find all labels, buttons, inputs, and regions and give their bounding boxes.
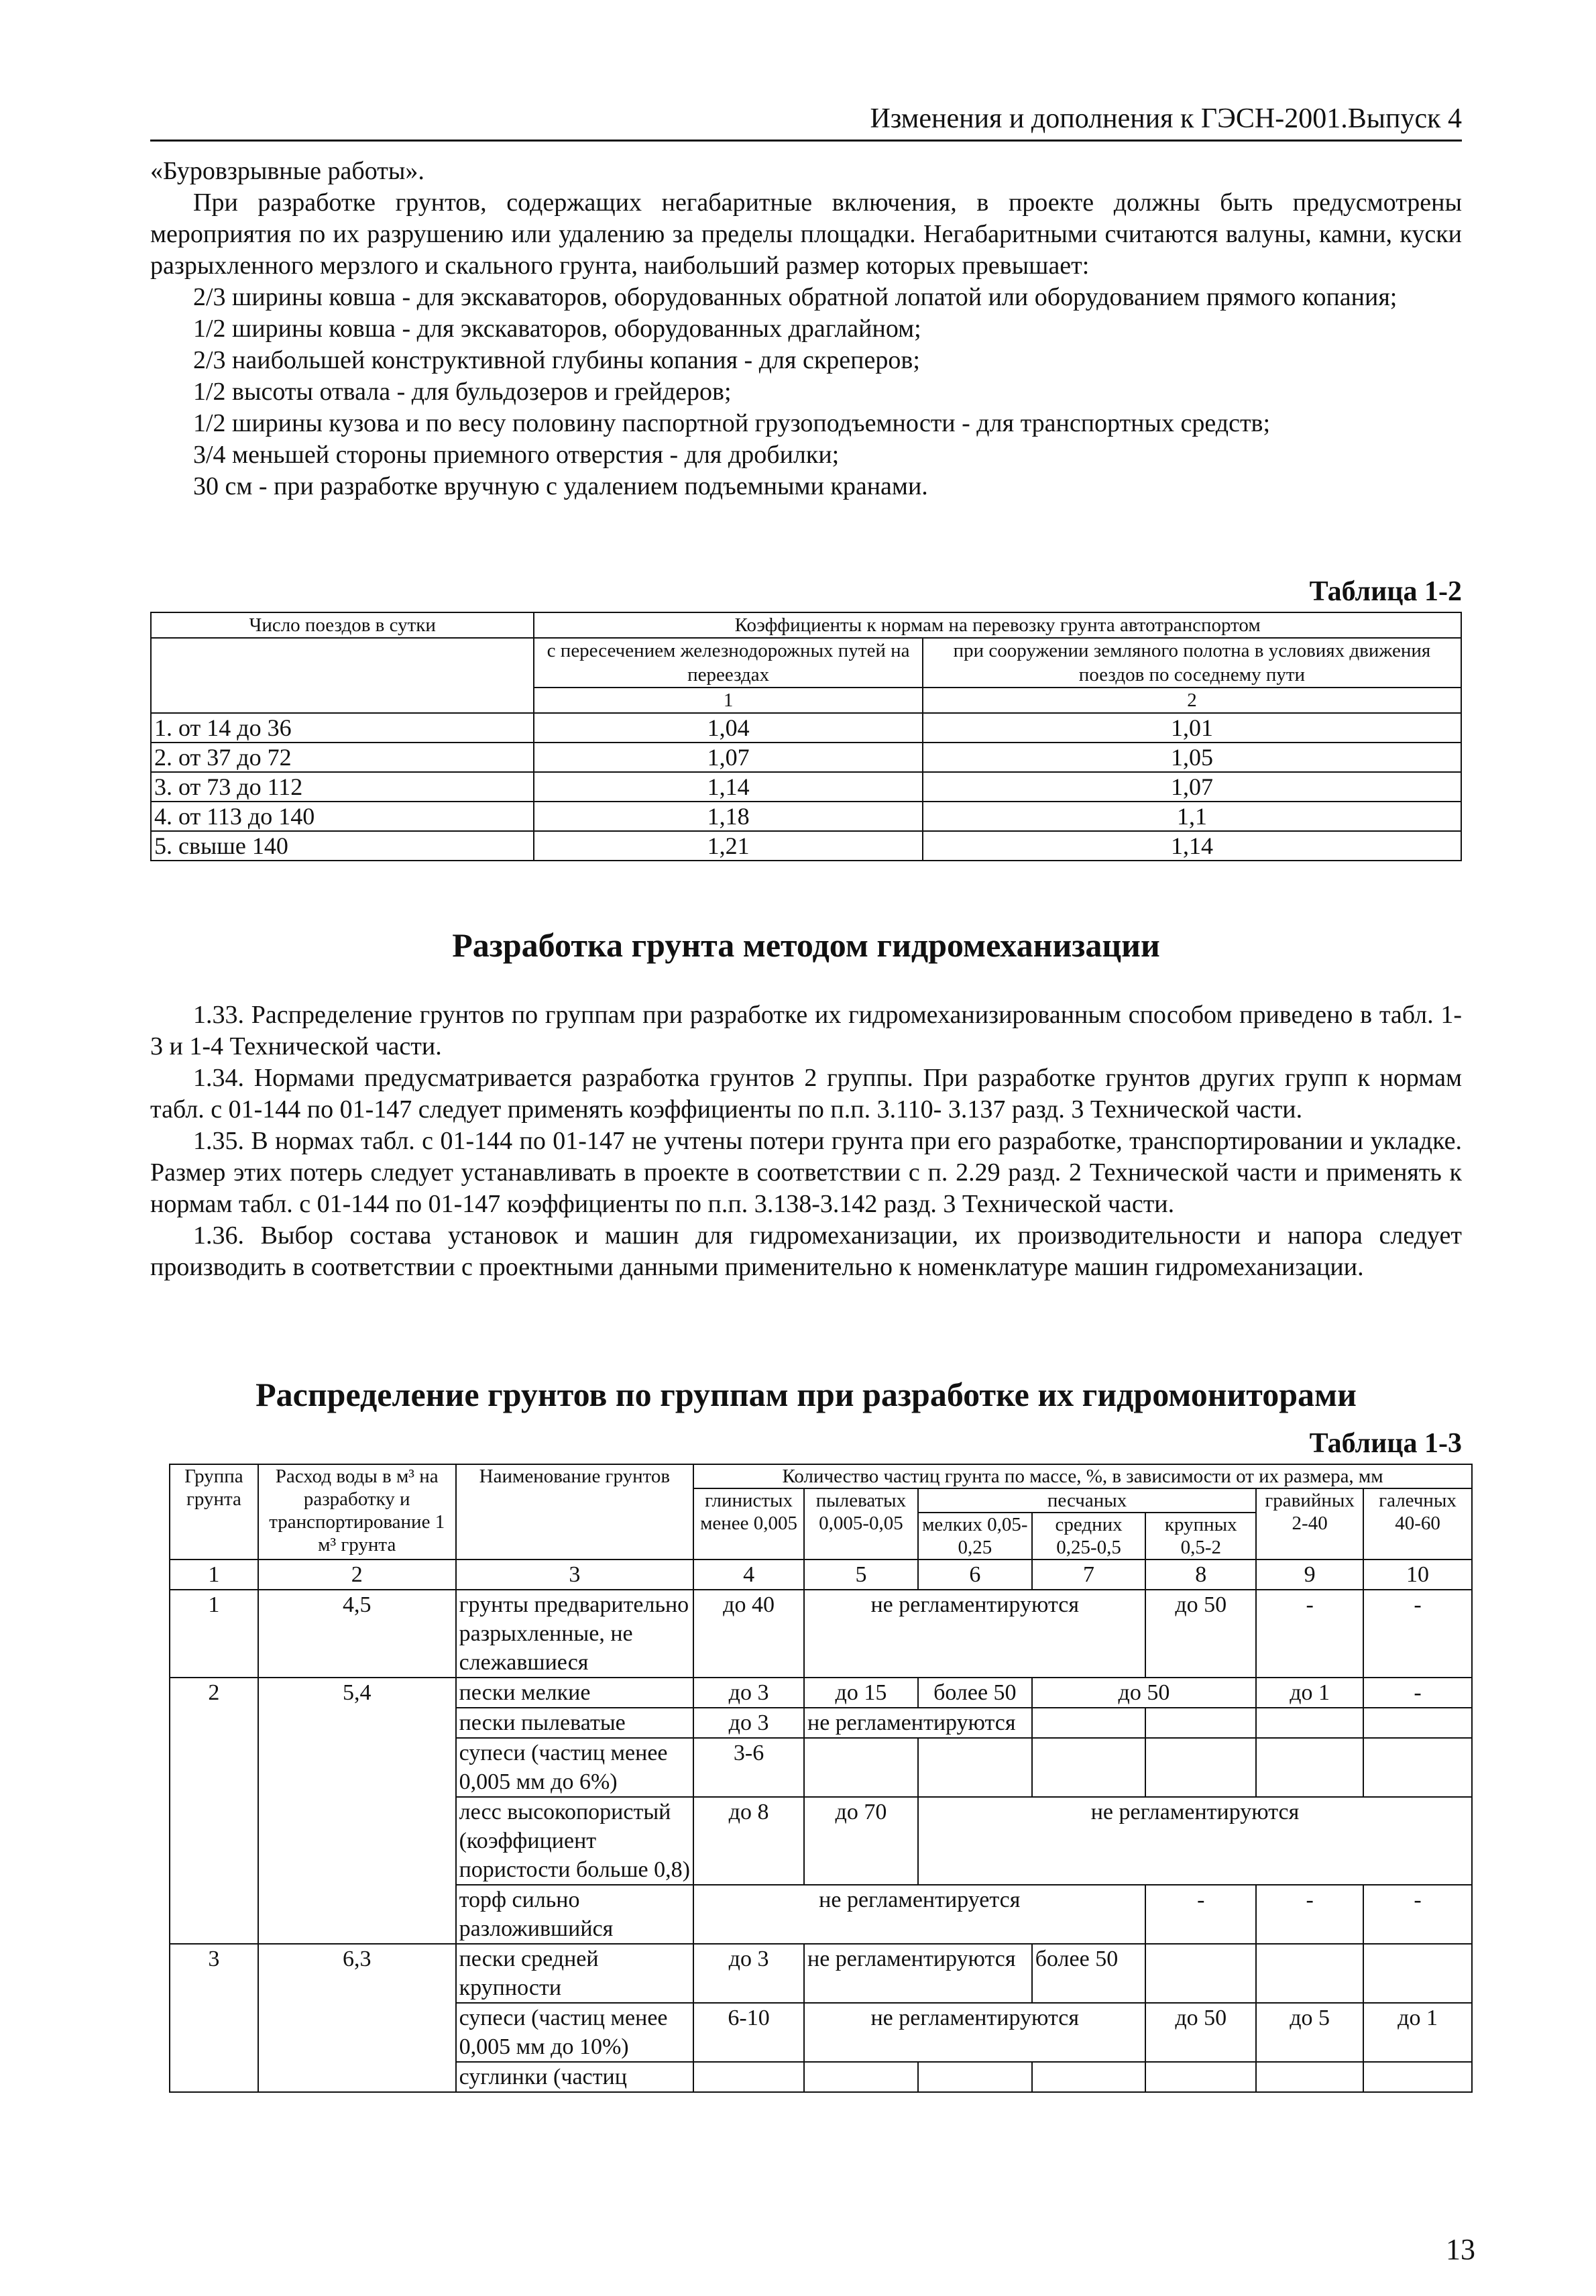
table-cell: до 50 <box>1145 2003 1256 2062</box>
table-cell <box>693 2062 804 2092</box>
table-row <box>151 802 1461 831</box>
table-cell: - <box>1145 1885 1256 1944</box>
table-cell: более 50 <box>1032 1944 1146 2003</box>
table-cell <box>1256 1738 1363 1797</box>
header-cell: гравийных 2-40 <box>1256 1488 1363 1560</box>
table-row <box>170 1678 1472 1708</box>
header-cell: Число поездов в сутки <box>151 612 534 638</box>
header-cell: Группа грунта <box>170 1464 258 1560</box>
table-cell <box>1032 1738 1146 1797</box>
table-cell: 5. свыше 140 <box>151 831 534 861</box>
table-row <box>151 743 1461 772</box>
table-cell <box>1145 1944 1256 2003</box>
header-cell: Количество частиц грунта по массе, %, в зависимости от их размера, мм <box>693 1464 1472 1488</box>
table-cell: суглинки (частиц <box>456 2062 694 2092</box>
list-item: 2/3 наибольшей конструктивной глубины копания - для скреперов; <box>193 346 920 374</box>
section1-body <box>150 999 1462 1283</box>
table-cell: 5 <box>804 1560 918 1590</box>
table-cell: до 40 <box>693 1590 804 1678</box>
table-cell: до 3 <box>693 1678 804 1708</box>
header-cell: мелких 0,05-0,25 <box>918 1513 1032 1560</box>
page-number: 13 <box>1446 2233 1475 2266</box>
table-cell: не регламентируются <box>804 1708 1032 1738</box>
paragraph-1-34: 1.34. Нормами предусматривается разработка грунтов 2 группы. При разработке грунтов других групп к нормам табл. с 01-144 по 01-147 следует применять коэффициенты по п.п. 3.110- 3.137 разд. 3 Технической части. <box>150 1064 1462 1124</box>
table-cell: 3 <box>456 1560 694 1590</box>
table-cell: 1,14 <box>923 831 1461 861</box>
table-cell: 3-6 <box>693 1738 804 1797</box>
column-number-row <box>170 1560 1472 1590</box>
table-cell <box>1256 1944 1363 2003</box>
table-cell: более 50 <box>918 1678 1032 1708</box>
list-item: 1/2 ширины кузова и по весу половину паспортной грузоподъемности - для транспортных средств; <box>193 409 1271 437</box>
table-cell: 3 <box>170 1944 258 2092</box>
table-cell <box>804 1738 918 1797</box>
paragraph-1-33: 1.33. Распределение грунтов по группам при разработке их гидромеханизированным способом приведено в табл. 1-3 и 1-4 Технической части. <box>150 1001 1462 1060</box>
list-item: 30 см - при разработке вручную с удалением подъемными кранами. <box>193 472 928 500</box>
table-cell: 8 <box>1145 1560 1256 1590</box>
table-1-3 <box>169 1464 1473 2093</box>
table-cell: до 1 <box>1363 2003 1472 2062</box>
list-item: 2/3 ширины ковша - для экскаваторов, оборудованных обратной лопатой или оборудованием прямого копания; <box>193 283 1398 311</box>
table-cell: не регламентируются <box>804 2003 1145 2062</box>
table-cell: 1,07 <box>534 743 923 772</box>
list-item: 1/2 ширины ковша - для экскаваторов, оборудованных драглайном; <box>193 315 921 343</box>
table-cell <box>1145 1708 1256 1738</box>
header-cell: песчаных <box>918 1488 1256 1513</box>
table-cell: 1,01 <box>923 713 1461 743</box>
table-cell: 1,14 <box>534 772 923 802</box>
table-cell: 1. от 14 до 36 <box>151 713 534 743</box>
table-row <box>170 1590 1472 1678</box>
section-title-hydromech: Разработка грунта методом гидромеханизации <box>452 926 1160 964</box>
table-cell <box>1032 2062 1146 2092</box>
table-cell: до 50 <box>1145 1590 1256 1678</box>
table-cell: - <box>1256 1885 1363 1944</box>
table-cell: 2 <box>258 1560 456 1590</box>
table-cell: 6-10 <box>693 2003 804 2062</box>
table-cell: супеси (частиц менее 0,005 мм до 10%) <box>456 2003 694 2062</box>
table-cell: 1,1 <box>923 802 1461 831</box>
table-cell: до 3 <box>693 1944 804 2003</box>
table-cell <box>1363 1944 1472 2003</box>
oversize-list <box>150 282 1462 502</box>
intro-quote: «Буровзрывные работы». <box>150 157 424 185</box>
table-cell <box>1145 2062 1256 2092</box>
table-cell: не регламентируются <box>804 1944 1032 2003</box>
table-cell: до 5 <box>1256 2003 1363 2062</box>
table12-caption: Таблица 1-2 <box>1309 576 1462 607</box>
table-cell: торф сильно разложившийся <box>456 1885 694 1944</box>
table-cell: 9 <box>1256 1560 1363 1590</box>
table-cell: пески пылеватые <box>456 1708 694 1738</box>
table-cell: 2 <box>170 1678 258 1944</box>
table-cell: до 50 <box>1032 1678 1256 1708</box>
table-cell: 1,07 <box>923 772 1461 802</box>
table-row <box>151 713 1461 743</box>
header-cell: Расход воды в м³ на разработку и транспортирование 1 м³ грунта <box>258 1464 456 1560</box>
table-cell: до 8 <box>693 1797 804 1885</box>
table-cell: не регламентируются <box>804 1590 1145 1678</box>
table-cell <box>1363 2062 1472 2092</box>
header-cell: крупных 0,5-2 <box>1145 1513 1256 1560</box>
table-cell: до 1 <box>1256 1678 1363 1708</box>
paragraph-1-36: 1.36. Выбор состава установок и машин для гидромеханизации, их производительности и напора следует производить в соответствии с проектными данными применительно к номенклатуре машин гидромеханизации. <box>150 1221 1462 1281</box>
header-cell: Коэффициенты к нормам на перевозку грунта автотранспортом <box>534 612 1461 638</box>
table-cell: супеси (частиц менее 0,005 мм до 6%) <box>456 1738 694 1797</box>
table-cell: 4. от 113 до 140 <box>151 802 534 831</box>
table-cell: 7 <box>1032 1560 1146 1590</box>
table-cell <box>1032 1708 1146 1738</box>
list-item: 3/4 меньшей стороны приемного отверстия - для дробилки; <box>193 441 840 469</box>
table-cell: 1,21 <box>534 831 923 861</box>
section-title-groups: Распределение грунтов по группам при разработке их гидромониторами <box>255 1376 1357 1413</box>
table-cell <box>1256 2062 1363 2092</box>
table-cell <box>1363 1738 1472 1797</box>
table-cell: 5,4 <box>258 1678 456 1944</box>
table-cell: пески средней крупности <box>456 1944 694 2003</box>
table-cell: - <box>1363 1885 1472 1944</box>
table-cell: 1,05 <box>923 743 1461 772</box>
table-cell <box>1363 1708 1472 1738</box>
intro-paragraph: При разработке грунтов, содержащих негабаритные включения, в проекте должны быть предусмотрены мероприятия по их разрушению или удалению за пределы площадки. Негабаритными считаются валуны, камни, куски разрыхленного мерзлого и скального грунта, наибольший размер которых превышает: <box>150 188 1462 280</box>
paragraph-1-35: 1.35. В нормах табл. с 01-144 по 01-147 не учтены потери грунта при его разработке, транспортировании и укладке. Размер этих потерь следует устанавливать в проекте в соответствии с п. 2.29 разд. 2 Технической части и применять к нормам табл. с 01-144 по 01-147 коэффициенты по п.п. 3.138-3.142 разд. 3 Технической части. <box>150 1127 1462 1218</box>
table-cell: - <box>1363 1590 1472 1678</box>
header-cell: пылеватых 0,005-0,05 <box>804 1488 918 1560</box>
table-cell: пески мелкие <box>456 1678 694 1708</box>
table-cell: 1,04 <box>534 713 923 743</box>
table-1-2 <box>150 612 1462 861</box>
table-cell: 6,3 <box>258 1944 456 2092</box>
table-cell: - <box>1363 1678 1472 1708</box>
table-row <box>170 1944 1472 2003</box>
table-cell: 4,5 <box>258 1590 456 1678</box>
table-cell: до 15 <box>804 1678 918 1708</box>
table13-caption: Таблица 1-3 <box>1309 1428 1462 1459</box>
table-row <box>151 831 1461 861</box>
table-cell: лесс высокопористый (коэффициент пористости больше 0,8) <box>456 1797 694 1885</box>
table-cell: грунты предварительно разрыхленные, не слежавшиеся <box>456 1590 694 1678</box>
table-cell: 1 <box>170 1560 258 1590</box>
table-cell: 2. от 37 до 72 <box>151 743 534 772</box>
table-cell: 6 <box>918 1560 1032 1590</box>
header-cell: с пересечением железнодорожных путей на переездах <box>534 638 923 688</box>
table-cell: 1,18 <box>534 802 923 831</box>
table-cell: до 3 <box>693 1708 804 1738</box>
table-cell <box>1256 1708 1363 1738</box>
header-cell: при сооружении земляного полотна в условиях движения поездов по соседнему пути <box>923 638 1461 688</box>
table-row <box>151 772 1461 802</box>
header-cell: средних 0,25-0,5 <box>1032 1513 1146 1560</box>
table-cell: 4 <box>693 1560 804 1590</box>
table-cell <box>918 2062 1032 2092</box>
header-cell: 1 <box>534 688 923 713</box>
table-cell: 1 <box>170 1590 258 1678</box>
table-cell: не регламентируется <box>693 1885 1145 1944</box>
table-cell: 3. от 73 до 112 <box>151 772 534 802</box>
header-cell: галечных 40-60 <box>1363 1488 1472 1560</box>
list-item: 1/2 высоты отвала - для бульдозеров и грейдеров; <box>193 378 732 406</box>
table-cell: не регламентируются <box>918 1797 1472 1885</box>
table-cell: - <box>1256 1590 1363 1678</box>
table-cell: 10 <box>1363 1560 1472 1590</box>
table-cell: до 70 <box>804 1797 918 1885</box>
header-cell: Наименование грунтов <box>456 1464 694 1560</box>
header-cell <box>151 638 534 713</box>
header-cell: глинистых менее 0,005 <box>693 1488 804 1560</box>
table-cell <box>1145 1738 1256 1797</box>
intro-block <box>150 156 1462 502</box>
page-header: Изменения и дополнения к ГЭСН-2001.Выпуск 4 <box>150 98 1462 142</box>
header-cell: 2 <box>923 688 1461 713</box>
table-cell <box>804 2062 918 2092</box>
table-cell <box>918 1738 1032 1797</box>
